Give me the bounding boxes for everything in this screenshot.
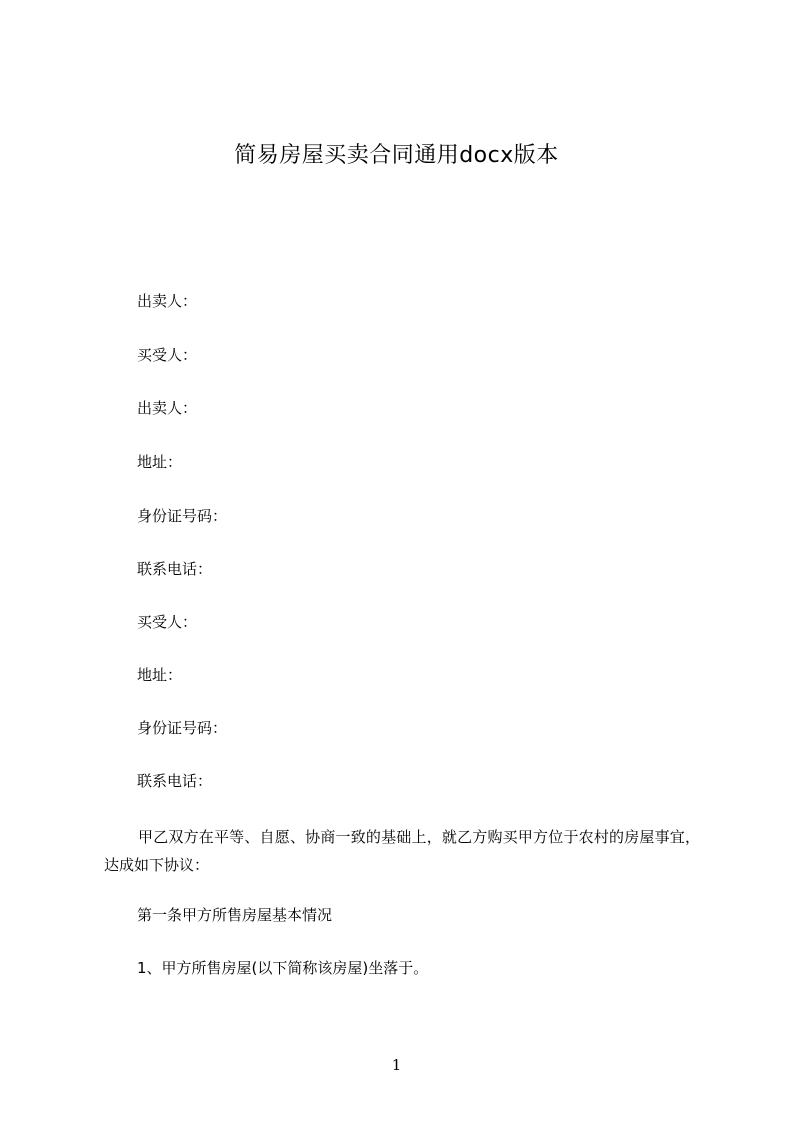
buyer-name-field-label: 买受人： — [137, 613, 198, 631]
seller-id-number-label: 身份证号码： — [137, 507, 228, 525]
article-1-item-1: 1、甲方所售房屋(以下简称该房屋)坐落于。 — [137, 959, 429, 977]
page-number: 1 — [391, 1056, 402, 1074]
seller-name-field-label: 出卖人： — [137, 399, 198, 417]
document-title: 简易房屋买卖合同通用docx版本 — [234, 143, 559, 168]
seller-phone-label: 联系电话： — [137, 560, 213, 578]
article-1-heading: 第一条甲方所售房屋基本情况 — [137, 906, 333, 924]
seller-address-label: 地址： — [137, 453, 183, 471]
seller-label: 出卖人： — [137, 292, 198, 310]
buyer-address-label: 地址： — [137, 666, 183, 684]
buyer-label: 买受人： — [137, 346, 198, 364]
intro-paragraph: 甲乙双方在平等、自愿、协商一致的基础上，就乙方购买甲方位于农村的房屋事宜，达成如下协议： — [104, 828, 700, 874]
buyer-id-number-label: 身份证号码： — [137, 719, 228, 737]
buyer-phone-label: 联系电话： — [137, 772, 213, 790]
